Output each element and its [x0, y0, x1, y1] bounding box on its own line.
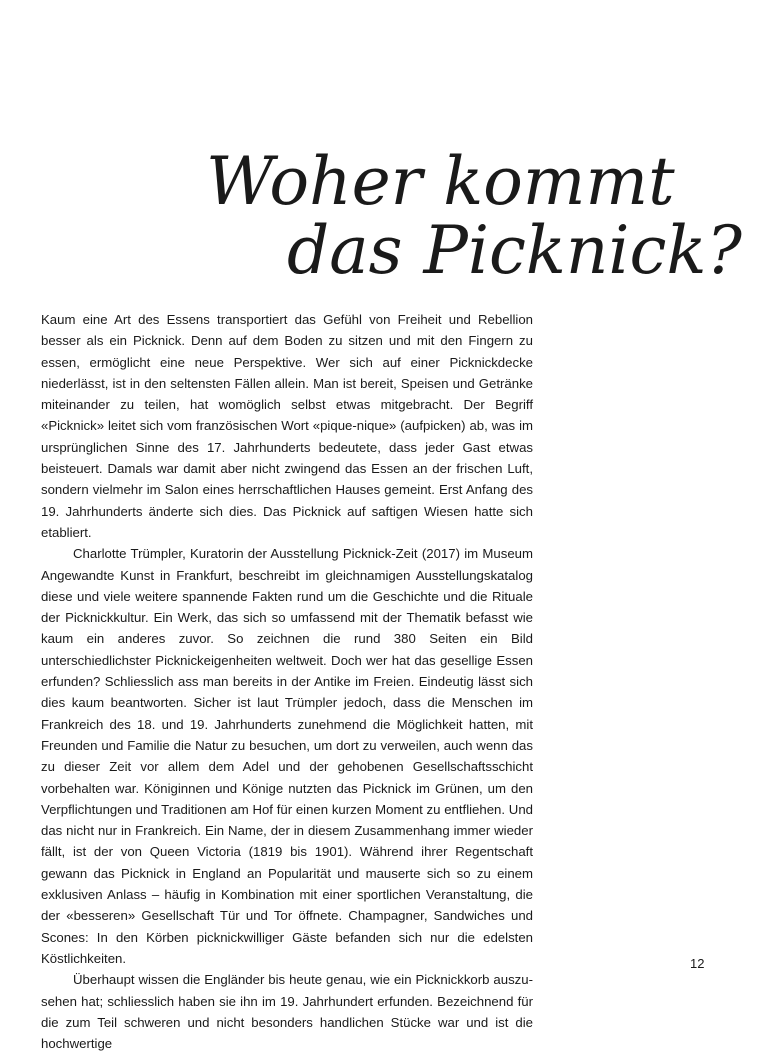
article-body [41, 309, 533, 1054]
handwritten-title [0, 0, 776, 300]
page-number: 12 [690, 956, 705, 971]
paragraph-2: Charlotte Trümpler, Kuratorin der Ausstellung Picknick-Zeit (2017) im Museum Angewandte Kunst in Frankfurt, beschreibt im gleichnamigen Ausstellungskatalog diese und viele weitere spannende Fakten rund um die Geschichte und die Rituale der Picknickkultur. Ein Werk, das sich so umfassend mit der Thematik befasst wie kaum ein anderes zuvor. So zeichnen die rund 380 Seiten ein Bild unterschiedlichster Picknickeigenheiten weltweit. Doch wer hat das gesellige Essen erfunden? Schliesslich ass man bereits in der Antike im Freien. Eindeutig lässt sich dies kaum beantworten. Sicher ist laut Trümpler jedoch, dass die Menschen im Frankreich des 18. und 19. Jahrhunderts zunehmend die Möglichkeit hatten, mit Freunden und Familie die Natur zu besuchen, um dort zu verweilen, auch wenn das zu dieser Zeit vor allem dem Adel und der gehobenen Gesellschaftsschicht vorbehalten war. Königinnen und Könige nutzten das Picknick im Grünen, um den Verpflichtungen und Traditionen am Hof für einen kurzen Moment zu entfliehen. Und das nicht nur in Frankreich. Ein Name, der in diesem Zusammenhang immer wieder fällt, ist der von Queen Victoria (1819 bis 1901). Während ihrer Regentschaft gewann das Picknick in England an Popularität und mauserte sich so zu einem exklusiven Anlass – häufig in Kombination mit einer sportlichen Veranstaltung, die der «besseren» Gesellschaft Tür und Tor öffnete. Champagner, Sandwiches und Scones: In den Körben picknickwilliger Gäste befanden sich nur die edelsten Köstlichkeiten. [41, 546, 533, 966]
paragraph-1: Kaum eine Art des Essens transportiert das Gefühl von Freiheit und Rebellion besser als ein Picknick. Denn auf dem Boden zu sitzen und mit den Fingern zu essen, ermöglicht eine neue Perspektive. Wer sich auf einer Picknickdecke niederlässt, ist in den seltensten Fällen allein. Man ist bereit, Speisen und Getränke miteinander zu teilen, hat womöglich selbst etwas mitgebracht. Der Begriff «Picknick» leitet sich vom französischen Wort «pique-nique» (aufpicken) ab, was im ursprünglichen Sinne des 17. Jahrhunderts bedeutete, dass jeder Gast etwas beisteuert. Damals war damit aber nicht zwingend das Essen an der frischen Luft, sondern vielmehr im Salon eines herrschaftlichen Hauses gemeint. Erst Anfang des 19. Jahrhunderts änderte sich dies. Das Picknick auf saftigen Wiesen hatte sich etabliert. [41, 312, 533, 540]
paragraph-3: Überhaupt wissen die Engländer bis heute genau, wie ein Picknickkorb auszusehen hat; schliesslich haben sie ihn im 19. Jahrhundert erfunden. Bezeichnend für die zum Teil schweren und nicht besonders handlichen Stücke war und ist die hochwertige [41, 972, 533, 1052]
title-line-2: das Picknick? [287, 212, 742, 289]
page-title [0, 0, 776, 300]
title-line-1: Woher kommt [206, 143, 675, 220]
